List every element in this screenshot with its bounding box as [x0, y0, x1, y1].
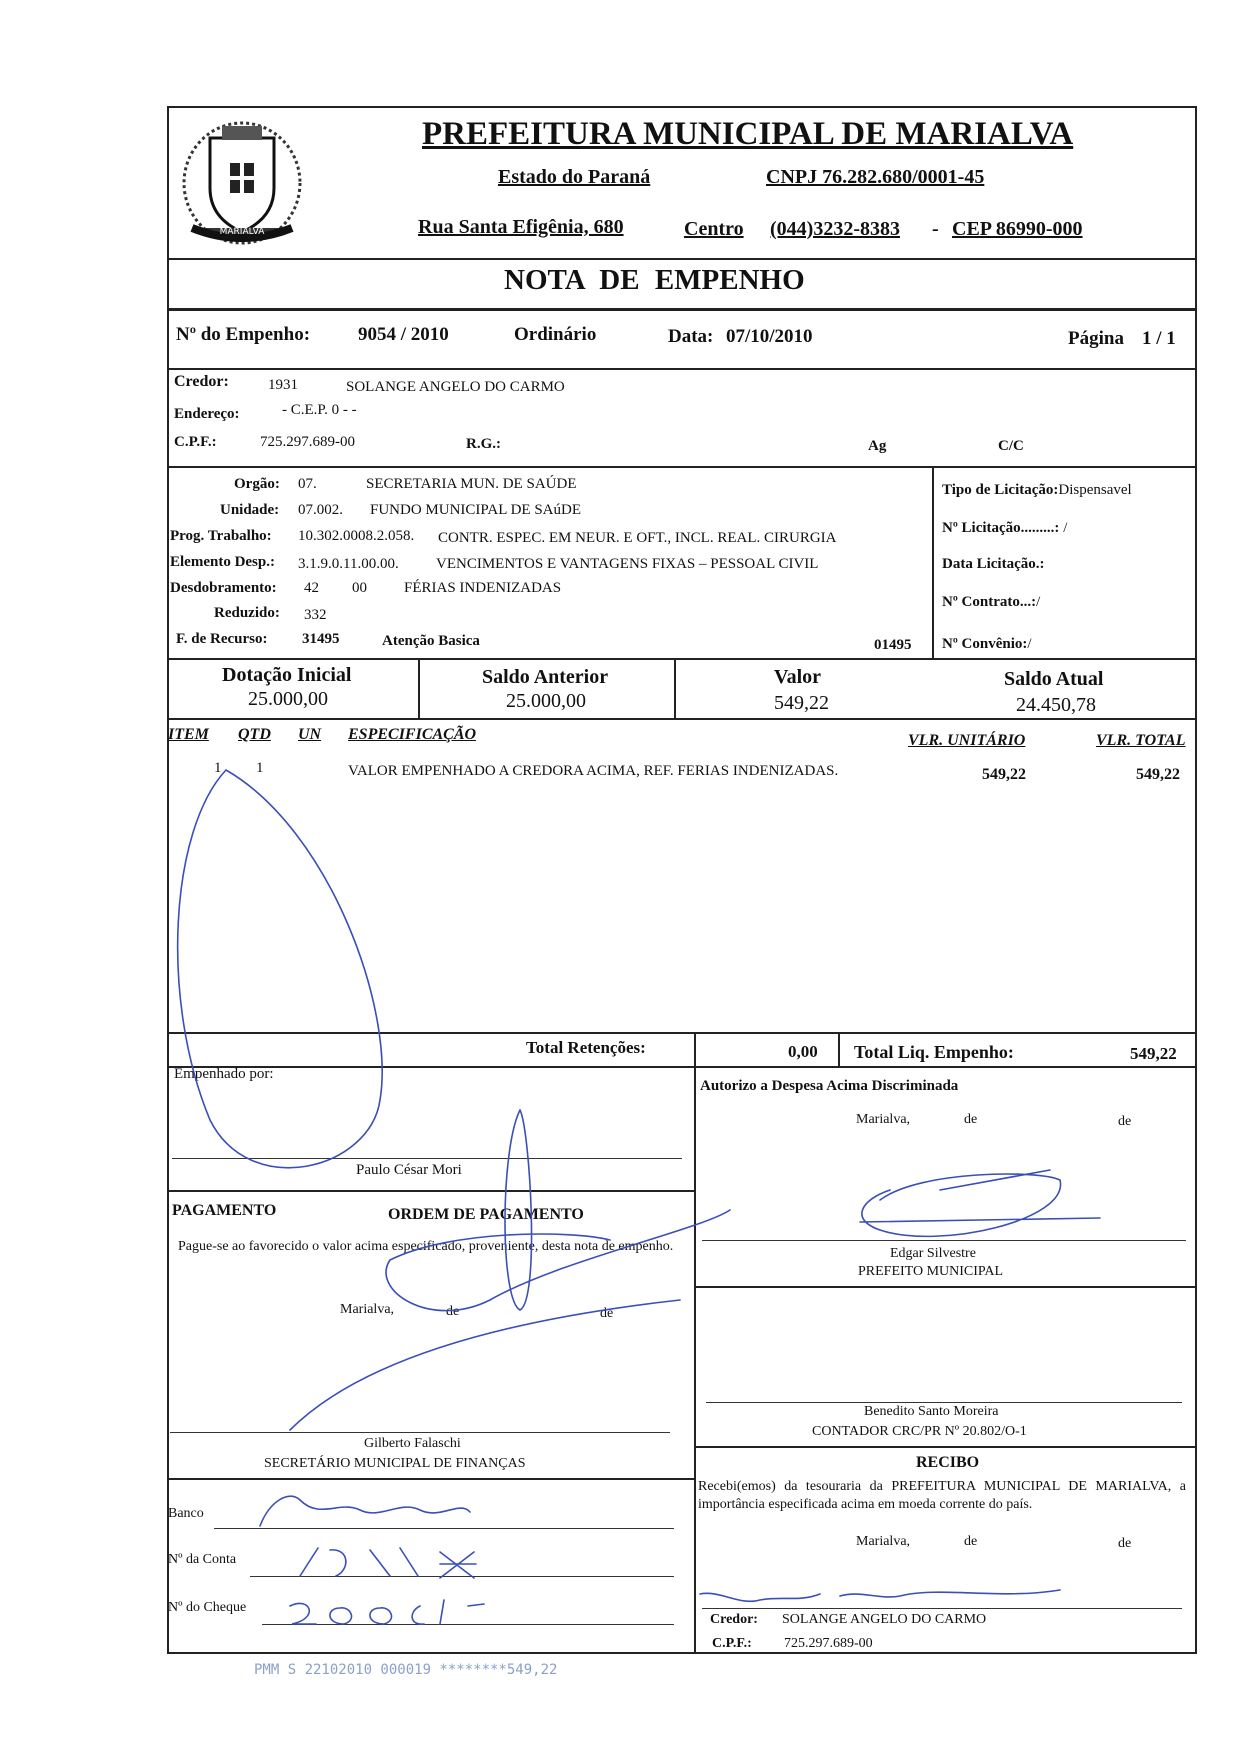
empenho-date: 07/10/2010 [726, 326, 813, 347]
num-contrato [942, 594, 1040, 611]
rg-label: R.G.: [466, 436, 501, 452]
unidade-label: Unidade: [220, 502, 280, 518]
recibo-city: Marialva, [856, 1534, 911, 1549]
rec-name: Atenção Basica [382, 633, 480, 649]
elem-code: 3.1.9.0.11.00.00. [298, 556, 399, 572]
empenhado-label: Empenhado por: [174, 1066, 274, 1082]
orgao-name: SECRETARIA MUN. DE SAÚDE [366, 476, 577, 492]
contador-role: CONTADOR CRC/PR Nº 20.802/O-1 [812, 1424, 1027, 1439]
num-convenio-value: / [1027, 636, 1032, 652]
page-number: 1 / 1 [1142, 328, 1176, 349]
red-label: Reduzido: [214, 605, 280, 621]
recibo-credor-label: Credor: [710, 1612, 758, 1627]
municipal-crest [172, 108, 312, 258]
conta-label: Nº da Conta [168, 1552, 237, 1567]
recibo-de2: de [1118, 1536, 1132, 1551]
row-unit: 549,22 [982, 766, 1026, 783]
col-qtd: QTD [238, 726, 271, 743]
prog-code: 10.302.0008.2.058. [298, 528, 415, 544]
endereco-value: - C.E.P. 0 - - [282, 402, 357, 418]
row-item: 1 [214, 760, 222, 776]
row-qtd: 1 [256, 760, 264, 776]
valor-value: 549,22 [774, 692, 829, 714]
col-un: UN [298, 726, 322, 743]
endereco-label: Endereço: [174, 406, 240, 422]
pagamento-text: Pague-se ao favorecido o valor acima especificado, proveniente, desta nota de empenho. [178, 1239, 674, 1254]
num-licitacao-label: Nº Licitação.........: [942, 520, 1060, 536]
contador-name: Benedito Santo Moreira [864, 1404, 999, 1419]
header-address: Rua Santa Efigênia, 680 [418, 216, 624, 238]
valor-label: Valor [774, 666, 822, 688]
recibo-cpf-label: C.P.F.: [712, 1636, 752, 1651]
data-licitacao-label: Data Licitação.: [942, 556, 1045, 572]
orgao-code: 07. [298, 476, 317, 492]
header-phone: (044)3232-8383 [770, 218, 900, 240]
row-total: 549,22 [1136, 766, 1180, 783]
elem-name: VENCIMENTOS E VANTAGENS FIXAS – PESSOAL CIVIL [436, 556, 819, 572]
recibo-credor: SOLANGE ANGELO DO CARMO [782, 1612, 987, 1627]
desd-code2: 00 [352, 580, 367, 596]
doc-title: NOTA DE EMPENHO [504, 264, 805, 296]
prog-name: CONTR. ESPEC. EM NEUR. E OFT., INCL. REAL. CIRURGIA [438, 530, 837, 546]
prog-label: Prog. Trabalho: [170, 528, 272, 544]
secretario-name: Gilberto Falaschi [364, 1436, 461, 1451]
pagamento-de1: de [446, 1304, 460, 1319]
header-district: Centro [684, 218, 744, 240]
red-code: 332 [304, 607, 327, 623]
autorizo-de2: de [1118, 1114, 1132, 1129]
credor-name: SOLANGE ANGELO DO CARMO [346, 379, 565, 395]
tipo-licitacao-label: Tipo de Licitação: [942, 482, 1059, 498]
desd-label: Desdobramento: [170, 580, 277, 596]
row-spec: VALOR EMPENHADO A CREDORA ACIMA, REF. FERIAS INDENIZADAS. [348, 763, 839, 779]
num-contrato-value: / [1036, 594, 1041, 610]
num-licitacao [942, 520, 1067, 537]
rec-num: 01495 [874, 637, 912, 653]
unidade-code: 07.002. [298, 502, 343, 518]
prefeito-name: Edgar Silvestre [890, 1246, 976, 1261]
num-contrato-label: Nº Contrato...: [942, 594, 1037, 610]
recibo-cpf: 725.297.689-00 [784, 1636, 873, 1651]
liq-value: 549,22 [1130, 1044, 1177, 1063]
autorizo-label: Autorizo a Despesa Acima Discriminada [700, 1078, 959, 1094]
header-title: PREFEITURA MUNICIPAL DE MARIALVA [422, 116, 1074, 152]
num-licitacao-value: / [1063, 520, 1068, 536]
liq-label: Total Liq. Empenho: [854, 1042, 1014, 1062]
num-convenio-label: Nº Convênio: [942, 636, 1028, 652]
atual-value: 24.450,78 [1016, 694, 1096, 716]
col-total: VLR. TOTAL [1096, 732, 1186, 749]
ordem-title: ORDEM DE PAGAMENTO [388, 1206, 584, 1223]
cheque-label: Nº do Cheque [168, 1600, 247, 1615]
orgao-label: Orgão: [234, 476, 280, 492]
col-item: ITEM [168, 726, 209, 743]
recibo-title: RECIBO [916, 1454, 980, 1471]
dotacao-value: 25.000,00 [248, 688, 328, 710]
empenho-type: Ordinário [514, 324, 597, 345]
pagamento-title: PAGAMENTO [172, 1202, 277, 1219]
credor-code: 1931 [268, 377, 298, 393]
empenhado-name: Paulo César Mori [356, 1162, 462, 1178]
ag-label: Ag [868, 438, 887, 454]
empenho-number: 9054 / 2010 [358, 324, 449, 345]
secretario-role: SECRETÁRIO MUNICIPAL DE FINANÇAS [264, 1456, 526, 1471]
recibo-text: Recebi(emos) da tesouraria da PREFEITURA MUNICIPAL DE MARIALVA, a importância especificada acima em moeda corrente do país. [698, 1479, 1186, 1512]
header-cnpj: CNPJ 76.282.680/0001-45 [766, 166, 985, 188]
col-spec: ESPECIFICAÇÃO [348, 726, 477, 743]
tipo-licitacao-value: Dispensavel [1058, 482, 1132, 498]
rec-label: F. de Recurso: [176, 631, 268, 647]
atual-label: Saldo Atual [1004, 668, 1104, 690]
num-convenio [942, 636, 1032, 653]
empenho-number-label: Nº do Empenho: [176, 324, 311, 345]
rec-code: 31495 [302, 631, 340, 647]
tipo-licitacao [942, 482, 1132, 499]
cc-label: C/C [998, 438, 1024, 454]
cpf-value: 725.297.689-00 [260, 434, 355, 450]
empenho-date-label: Data: [668, 326, 714, 347]
bank-stamp: PMM S 22102010 000019 ********549,22 [254, 1662, 558, 1678]
page-label: Página [1068, 328, 1124, 349]
prefeito-role: PREFEITO MUNICIPAL [858, 1264, 1004, 1279]
cpf-label: C.P.F.: [174, 434, 217, 450]
ret-label: Total Retenções: [526, 1038, 646, 1057]
header-state: Estado do Paraná [498, 166, 651, 188]
pagamento-de2: de [600, 1306, 614, 1321]
header-cep: CEP 86990-000 [952, 218, 1083, 240]
header-separator: - [932, 218, 939, 240]
crest-ribbon-text: MARIALVA [219, 227, 265, 237]
anterior-value: 25.000,00 [506, 690, 586, 712]
banco-label: Banco [168, 1506, 204, 1521]
desd-code1: 42 [304, 580, 319, 596]
desd-name: FÉRIAS INDENIZADAS [404, 580, 562, 596]
ret-value: 0,00 [788, 1042, 818, 1061]
unidade-name: FUNDO MUNICIPAL DE SAúDE [370, 502, 581, 518]
autorizo-de1: de [964, 1112, 978, 1127]
col-unit: VLR. UNITÁRIO [908, 732, 1026, 749]
elem-label: Elemento Desp.: [170, 554, 275, 570]
dotacao-label: Dotação Inicial [222, 664, 352, 686]
recibo-de1: de [964, 1534, 978, 1549]
autorizo-city: Marialva, [856, 1112, 911, 1127]
credor-label: Credor: [174, 373, 229, 390]
pagamento-city: Marialva, [340, 1302, 395, 1317]
anterior-label: Saldo Anterior [482, 666, 609, 688]
